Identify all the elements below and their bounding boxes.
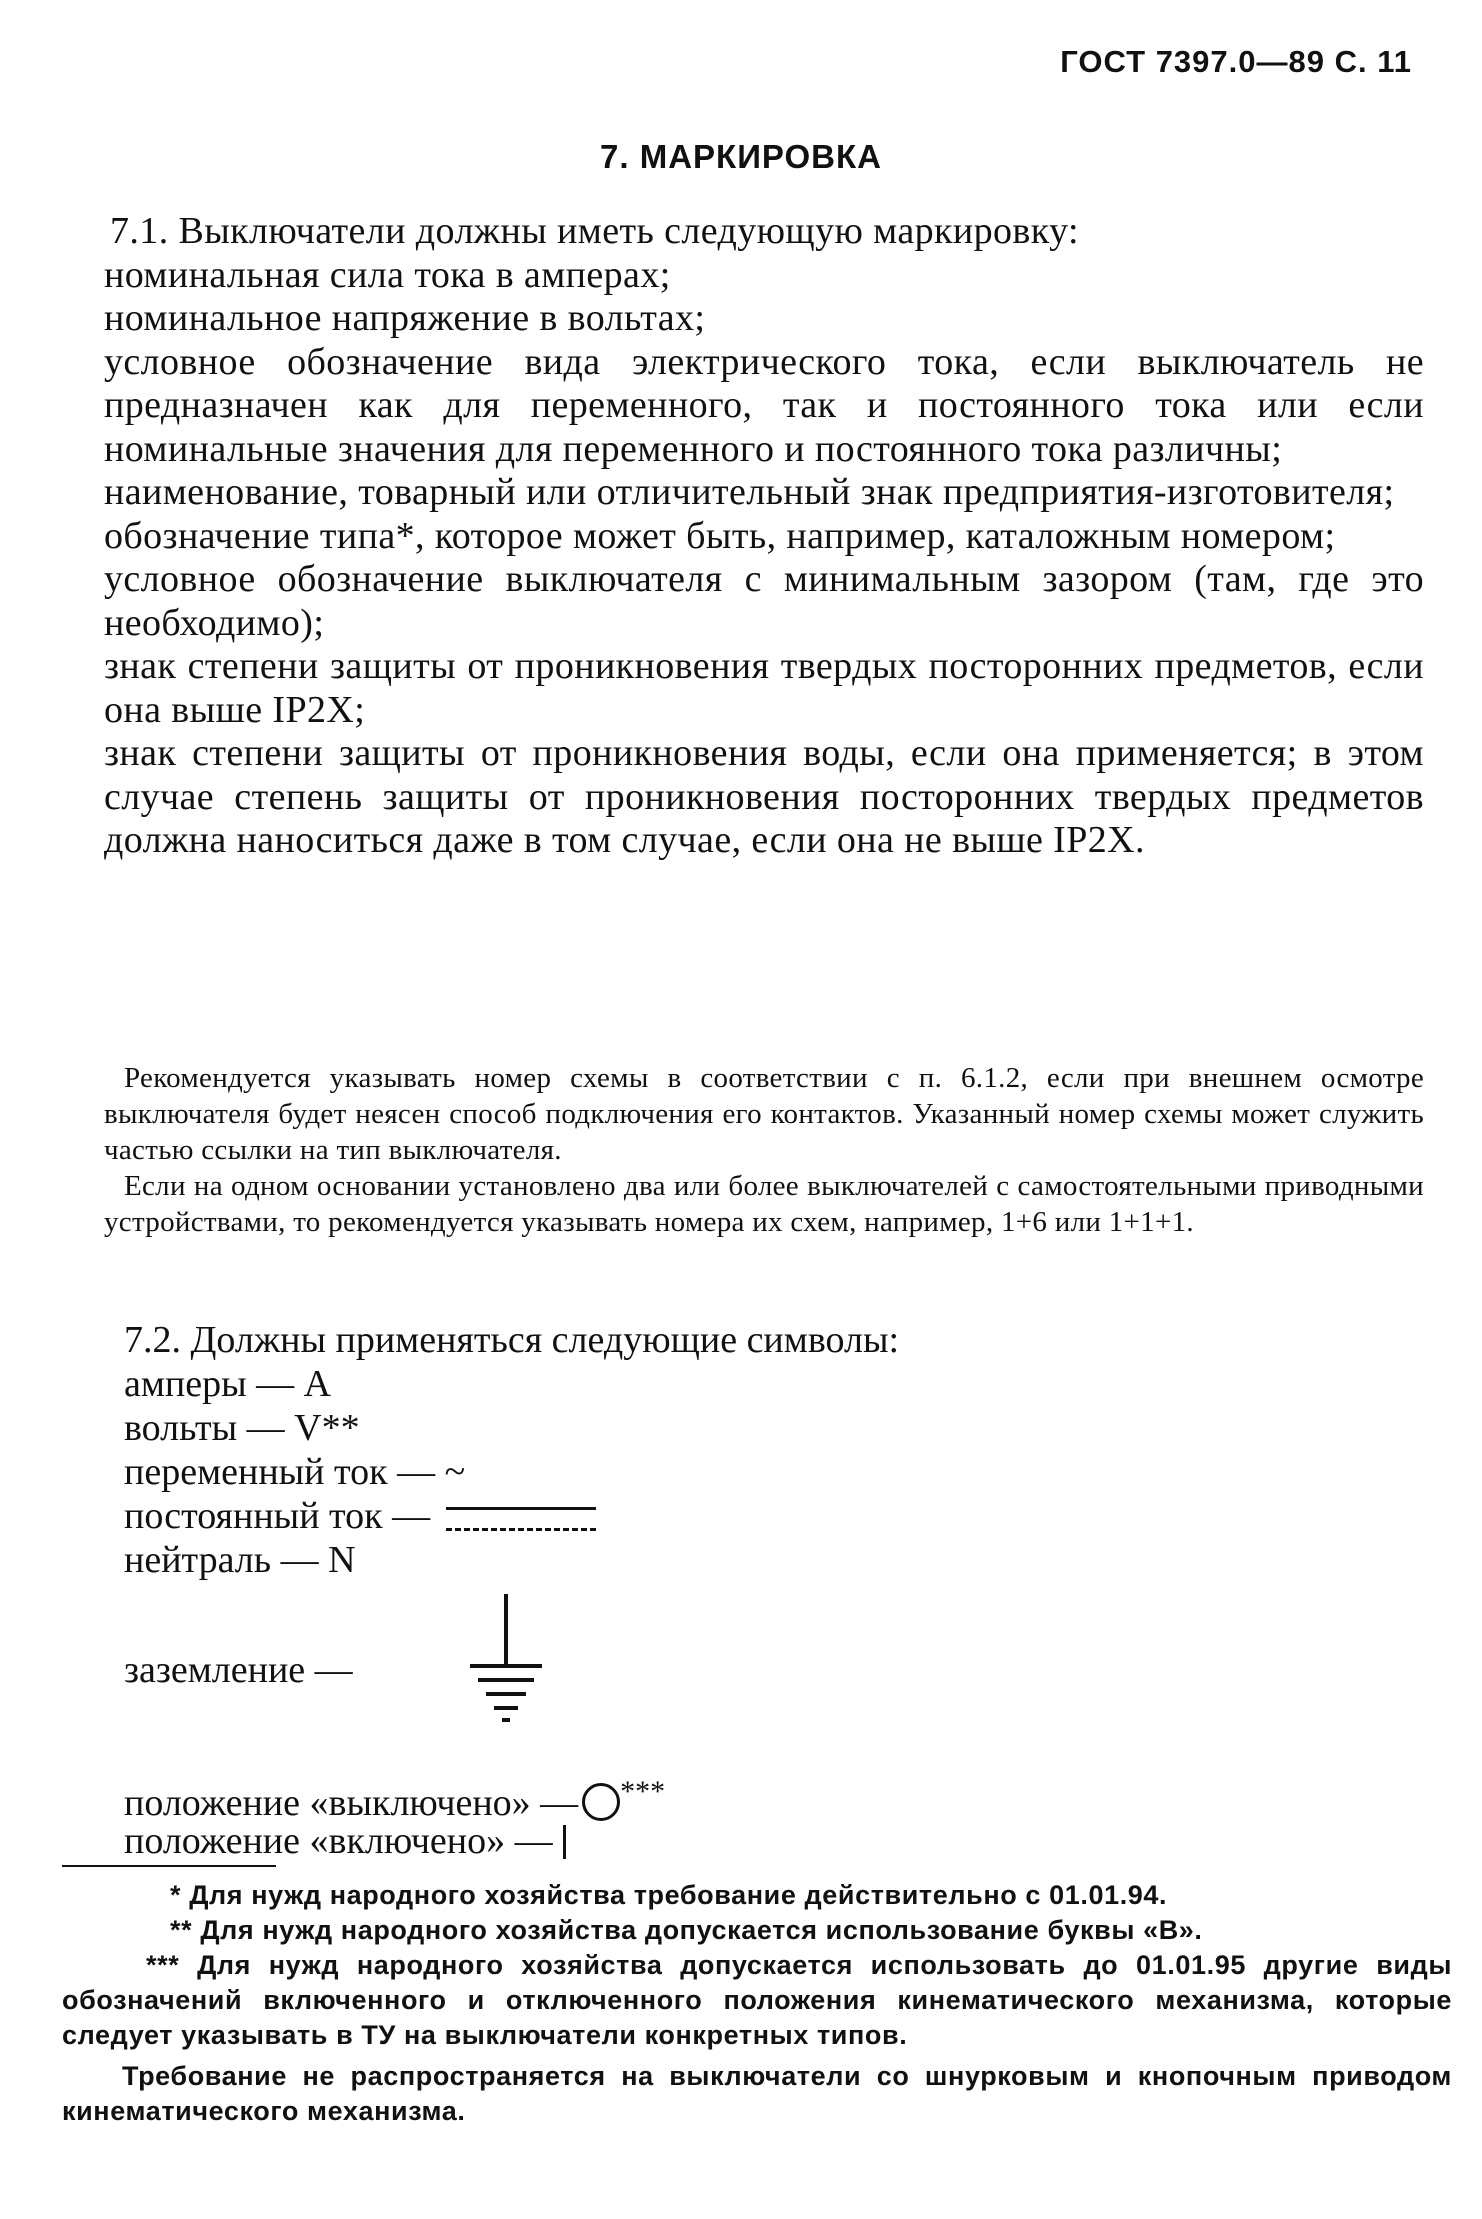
note-paragraph: Если на одном основании установлено два или более выключателей с самостоятельными приводными устройствами, то рекомендуется указывать номера их схем, например, 1+6 или 1+1+1. <box>104 1170 1424 1238</box>
clause-7-1-notes <box>104 1060 1424 1240</box>
direct-current-icon <box>446 1507 596 1531</box>
marking-item: знак степени защиты от проникновения твердых посторонних предметов, если она выше IP2X; <box>104 645 1424 731</box>
footnote-marker: *** <box>620 1775 666 1808</box>
symbol-label: переменный ток — <box>124 1451 436 1493</box>
symbol-label: постоянный ток — <box>124 1495 431 1537</box>
symbol-row-earth <box>124 1590 724 1740</box>
marking-item: обозначение типа*, которое может быть, например, каталожным номером; <box>104 514 1336 557</box>
symbol-row-volts <box>124 1406 1324 1450</box>
marking-item: знак степени защиты от проникновения воды, если она применяется; в этом случае степень защиты от проникновения посторонних твердых предметов должна наноситься даже в том случае, если она не выше IP2X. <box>104 732 1424 861</box>
marking-item: условное обозначение выключателя с минимальным зазором (там, где это необходимо); <box>104 558 1424 644</box>
symbols-list <box>124 1318 1324 1582</box>
footnote-1: * Для нужд народного хозяйства требование действительно с 01.01.94. <box>170 1880 1168 1910</box>
symbol-row-on <box>124 1819 1024 1863</box>
symbol-label: амперы — <box>124 1363 295 1405</box>
marking-item: номинальное напряжение в вольтах; <box>104 297 706 339</box>
footnote-2: ** Для нужд народного хозяйства допускается использование буквы «В». <box>170 1915 1203 1945</box>
clause-7-1-intro: 7.1. Выключатели должны иметь следующую маркировку: <box>110 210 1079 252</box>
footnote-3: *** Для нужд народного хозяйства допускается использовать до 01.01.95 другие виды обозначений включенного и отключенного положения кинематического механизма, которые следует указывать в ТУ на выключатели конкретных типов. <box>62 1950 1452 2050</box>
symbol-row-dc <box>124 1494 1324 1538</box>
symbol-row-neutral <box>124 1538 1324 1582</box>
symbol-label: нейтраль — <box>124 1539 319 1581</box>
marking-item: наименование, товарный или отличительный знак предприятия-изготовителя; <box>104 471 1395 513</box>
clause-7-2-intro: 7.2. Должны применяться следующие символы: <box>124 1319 900 1361</box>
symbol-row-amperes <box>124 1362 1324 1406</box>
symbol-label: вольты — <box>124 1407 285 1449</box>
section-title: 7. МАРКИРОВКА <box>600 138 882 175</box>
off-position-circle-icon <box>582 1783 620 1821</box>
symbol-value: A <box>303 1363 332 1405</box>
page-header: ГОСТ 7397.0—89 С. 11 <box>1060 44 1412 79</box>
symbol-row-ac <box>124 1450 1324 1494</box>
symbol-value: N <box>328 1539 356 1581</box>
on-position-bar-icon <box>563 1825 566 1859</box>
symbol-label: положение «выключено» — <box>124 1782 579 1824</box>
footnote-divider <box>62 1865 276 1867</box>
symbol-row-off <box>124 1775 1024 1825</box>
symbol-label: положение «включено» — <box>124 1820 553 1862</box>
marking-item: условное обозначение вида электрического тока, если выключатель не предназначен как для переменного, так и постоянного тока или если номинальные значения для переменного и постоянного тока различны; <box>104 340 1424 470</box>
footnotes <box>62 1878 1452 2129</box>
clause-7-1 <box>104 210 1424 863</box>
marking-item: номинальная сила тока в амперах; <box>104 253 671 296</box>
earth-ground-icon <box>464 1590 544 1730</box>
symbol-value: ~ <box>444 1451 466 1493</box>
footnote-note: Требование не распространяется на выключатели со шнурковым и кнопочным приводом кинематического механизма. <box>62 2061 1452 2126</box>
symbol-value: V** <box>294 1407 360 1449</box>
note-paragraph: Рекомендуется указывать номер схемы в соответствии с п. 6.1.2, если при внешнем осмотре выключателя будет неясен способ подключения его контактов. Указанный номер схемы может служить частью ссылки на тип выключателя. <box>104 1062 1424 1166</box>
symbol-label: заземление — <box>124 1649 353 1691</box>
